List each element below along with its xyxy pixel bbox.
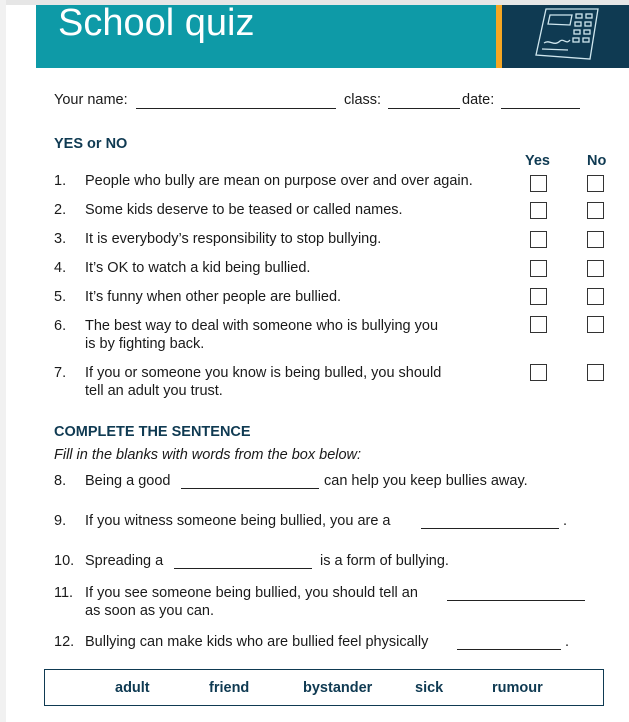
word-option: rumour [492,680,543,696]
question-number: 1. [54,173,67,189]
q4-yes-checkbox[interactable] [530,260,547,277]
class-input-line[interactable] [388,108,460,109]
q3-no-checkbox[interactable] [587,231,604,248]
question-number: 7. [54,365,67,381]
sentence-start: If you witness someone being bullied, you are a [85,513,391,529]
date-input-line[interactable] [501,108,580,109]
q3-yes-checkbox[interactable] [530,231,547,248]
question-number: 9. [54,513,67,529]
sentence-start: Being a good [85,473,171,489]
word-option: bystander [303,680,373,696]
q2-yes-checkbox[interactable] [530,202,547,219]
sentence-line-1: If you see someone being bullied, you should tell an [85,585,418,601]
sentence-start: Bullying can make kids who are bullied feel physically [85,634,429,650]
question-text: It’s OK to watch a kid being bullied. [85,260,311,276]
q5-no-checkbox[interactable] [587,288,604,305]
q9-blank[interactable] [421,528,559,529]
date-label: date: [462,92,495,108]
page-left-edge [0,0,6,722]
q1-yes-checkbox[interactable] [530,175,547,192]
name-input-line[interactable] [136,108,336,109]
word-option: adult [115,680,150,696]
question-text: The best way to deal with someone who is bullying you is by fighting back. [85,318,439,352]
question-number: 8. [54,473,67,489]
q10-blank[interactable] [174,568,312,569]
calculator-icon [532,7,602,63]
header-banner [36,2,629,68]
header-dark-block [502,5,629,68]
q6-yes-checkbox[interactable] [530,316,547,333]
sentence-end: . [563,513,568,529]
question-number: 6. [54,318,67,334]
class-label: class: [344,92,382,108]
sentence-end: . [565,634,570,650]
no-column-label: No [587,153,607,169]
question-text: People who bully are mean on purpose over and over again. [85,173,473,189]
question-number: 11. [54,585,74,601]
sentence-line-2: as soon as you can. [85,603,214,619]
complete-heading: COMPLETE THE SENTENCE [54,424,251,440]
fill-instruction: Fill in the blanks with words from the box below: [54,447,362,463]
question-number: 5. [54,289,67,305]
page-title: School quiz [58,2,255,44]
question-number: 10. [54,553,75,569]
sentence-start: Spreading a [85,553,164,569]
q7-yes-checkbox[interactable] [530,364,547,381]
q6-no-checkbox[interactable] [587,316,604,333]
q2-no-checkbox[interactable] [587,202,604,219]
question-number: 3. [54,231,67,247]
q4-no-checkbox[interactable] [587,260,604,277]
q5-yes-checkbox[interactable] [530,288,547,305]
question-text: Some kids deserve to be teased or called names. [85,202,403,218]
question-number: 2. [54,202,67,218]
question-text: It’s funny when other people are bullied. [85,289,342,305]
q12-blank[interactable] [457,649,561,650]
q8-blank[interactable] [181,488,319,489]
word-option: friend [209,680,250,696]
q1-no-checkbox[interactable] [587,175,604,192]
yesno-heading: YES or NO [54,136,128,152]
q11-blank[interactable] [447,600,585,601]
question-number: 4. [54,260,67,276]
q7-no-checkbox[interactable] [587,364,604,381]
sentence-end: is a form of bullying. [320,553,449,569]
word-bank-box [44,669,604,706]
question-text: If you or someone you know is being bulled, you should tell an adult you trust. [85,365,442,399]
question-text: It is everybody’s responsibility to stop bullying. [85,231,382,247]
name-label: Your name: [54,92,128,108]
question-number: 12. [54,634,75,650]
yes-column-label: Yes [525,153,550,169]
sentence-end: can help you keep bullies away. [324,473,528,489]
word-option: sick [415,680,444,696]
